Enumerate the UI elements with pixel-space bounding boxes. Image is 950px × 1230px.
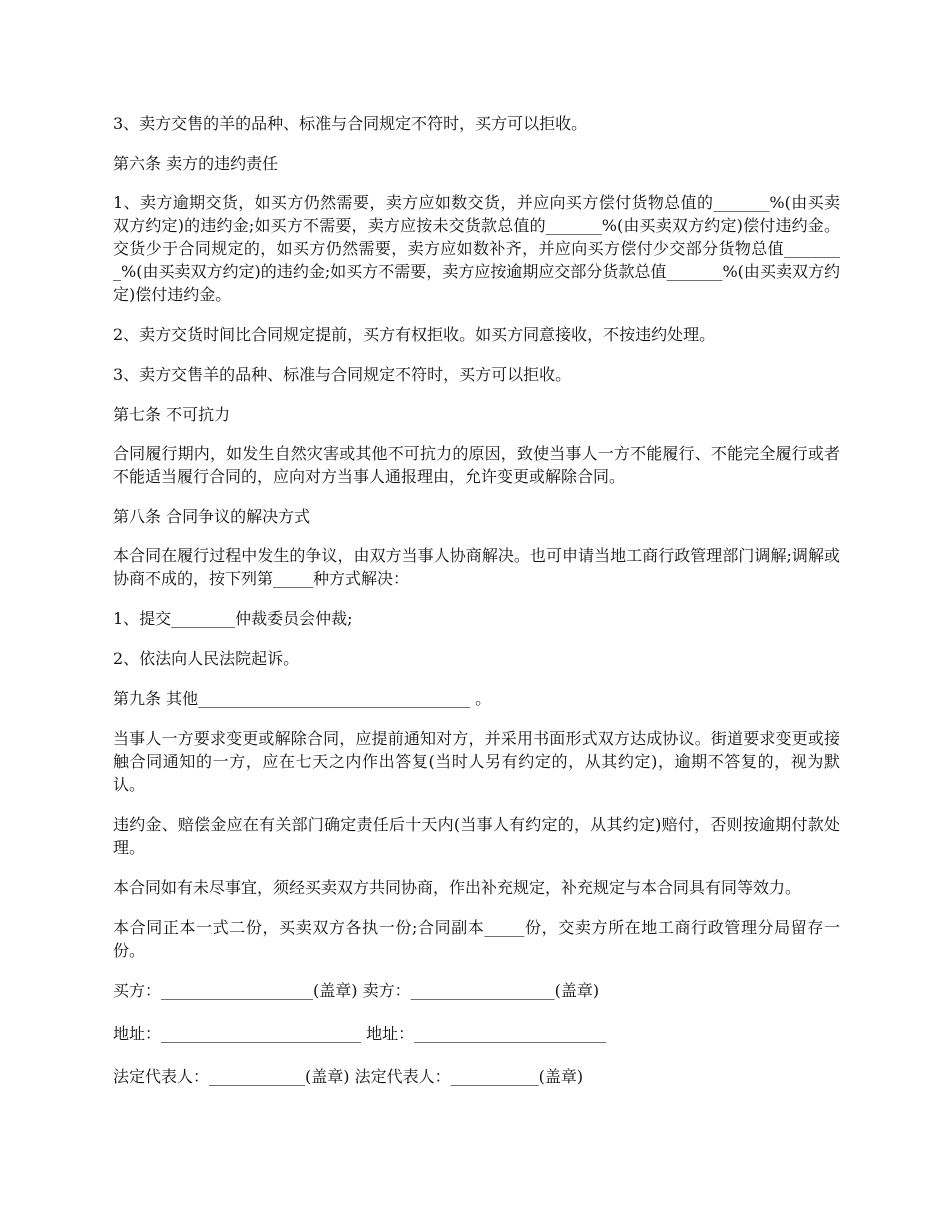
article-7-heading: 第七条 不可抗力 — [113, 405, 231, 424]
article-8-option-2: 2、依法向人民法院起诉。 — [113, 649, 300, 668]
article-7-body: 合同履行期内，如发生自然灾害或其他不可抗力的原因，致使当事人一方不能履行、不能完全履行或者不能适当履行合同的，应向对方当事人通报理由，允许变更或解除合同。 — [113, 444, 840, 486]
article-9-line: 第九条 其他__________________________________ 。 — [113, 689, 492, 708]
article-6-item-2: 2、卖方交货时间比合同规定提前，买方有权拒收。如买方同意接收，不按违约处理。 — [113, 325, 716, 344]
signature-address-line: 地址：_________________________ 地址：________________________ — [113, 1024, 607, 1043]
supplement-paragraph: 本合同如有未尽事宜，须经买卖双方共同协商，作出补充规定，补充规定与本合同具有同等效力。 — [113, 878, 802, 897]
article-8-heading: 第八条 合同争议的解决方式 — [113, 507, 311, 526]
amendment-paragraph: 当事人一方要求变更或解除合同，应提前通知对方，并采用书面形式双方达成协议。街道要求变更或接触合同通知的一方，应在七天之内作出答复(当时人另有约定的，从其约定)，逾期不答复的，视为默认。 — [113, 729, 840, 794]
article-6-item-1: 1、卖方逾期交货，如买方仍然需要，卖方应如数交货，并应向买方偿付货物总值的_______%(由买卖双方约定)的违约金;如买方不需要，卖方应按未交货款总值的_______%(由买卖双方约定)偿付违约金。交货少于合同规定的，如买方仍然需要，卖方应如数补齐，并应向买方偿付少交部分货物总值________%(由买卖双方约定)的违约金;如买方不需要，卖方应按逾期应交部分货款总值_______%(由买卖双方约定)偿付违约金。 — [113, 193, 840, 304]
clause-item-3: 3、卖方交售的羊的品种、标准与合同规定不符时，买方可以拒收。 — [113, 114, 588, 133]
article-8-option-1: 1、提交________仲裁委员会仲裁; — [113, 609, 353, 628]
article-6-heading: 第六条 卖方的违约责任 — [113, 154, 279, 173]
penalty-paragraph: 违约金、赔偿金应在有关部门确定责任后十天内(当事人有约定的，从其约定)赔付，否则按逾期付款处理。 — [113, 815, 840, 857]
signature-representative-line: 法定代表人：____________(盖章) 法定代表人：___________(盖章) — [113, 1067, 584, 1086]
article-8-body: 本合同在履行过程中发生的争议，由双方当事人协商解决。也可申请当地工商行政管理部门调解;调解或协商不成的，按下列第_____种方式解决： — [113, 546, 840, 588]
signature-parties-line: 买方：___________________(盖章) 卖方：__________________(盖章) — [113, 981, 600, 1000]
copies-paragraph: 本合同正本一式二份，买卖双方各执一份;合同副本_____份，交卖方所在地工商行政管理分局留存一份。 — [113, 918, 840, 960]
article-6-item-3: 3、卖方交售羊的品种、标准与合同规定不符时，买方可以拒收。 — [113, 365, 572, 384]
